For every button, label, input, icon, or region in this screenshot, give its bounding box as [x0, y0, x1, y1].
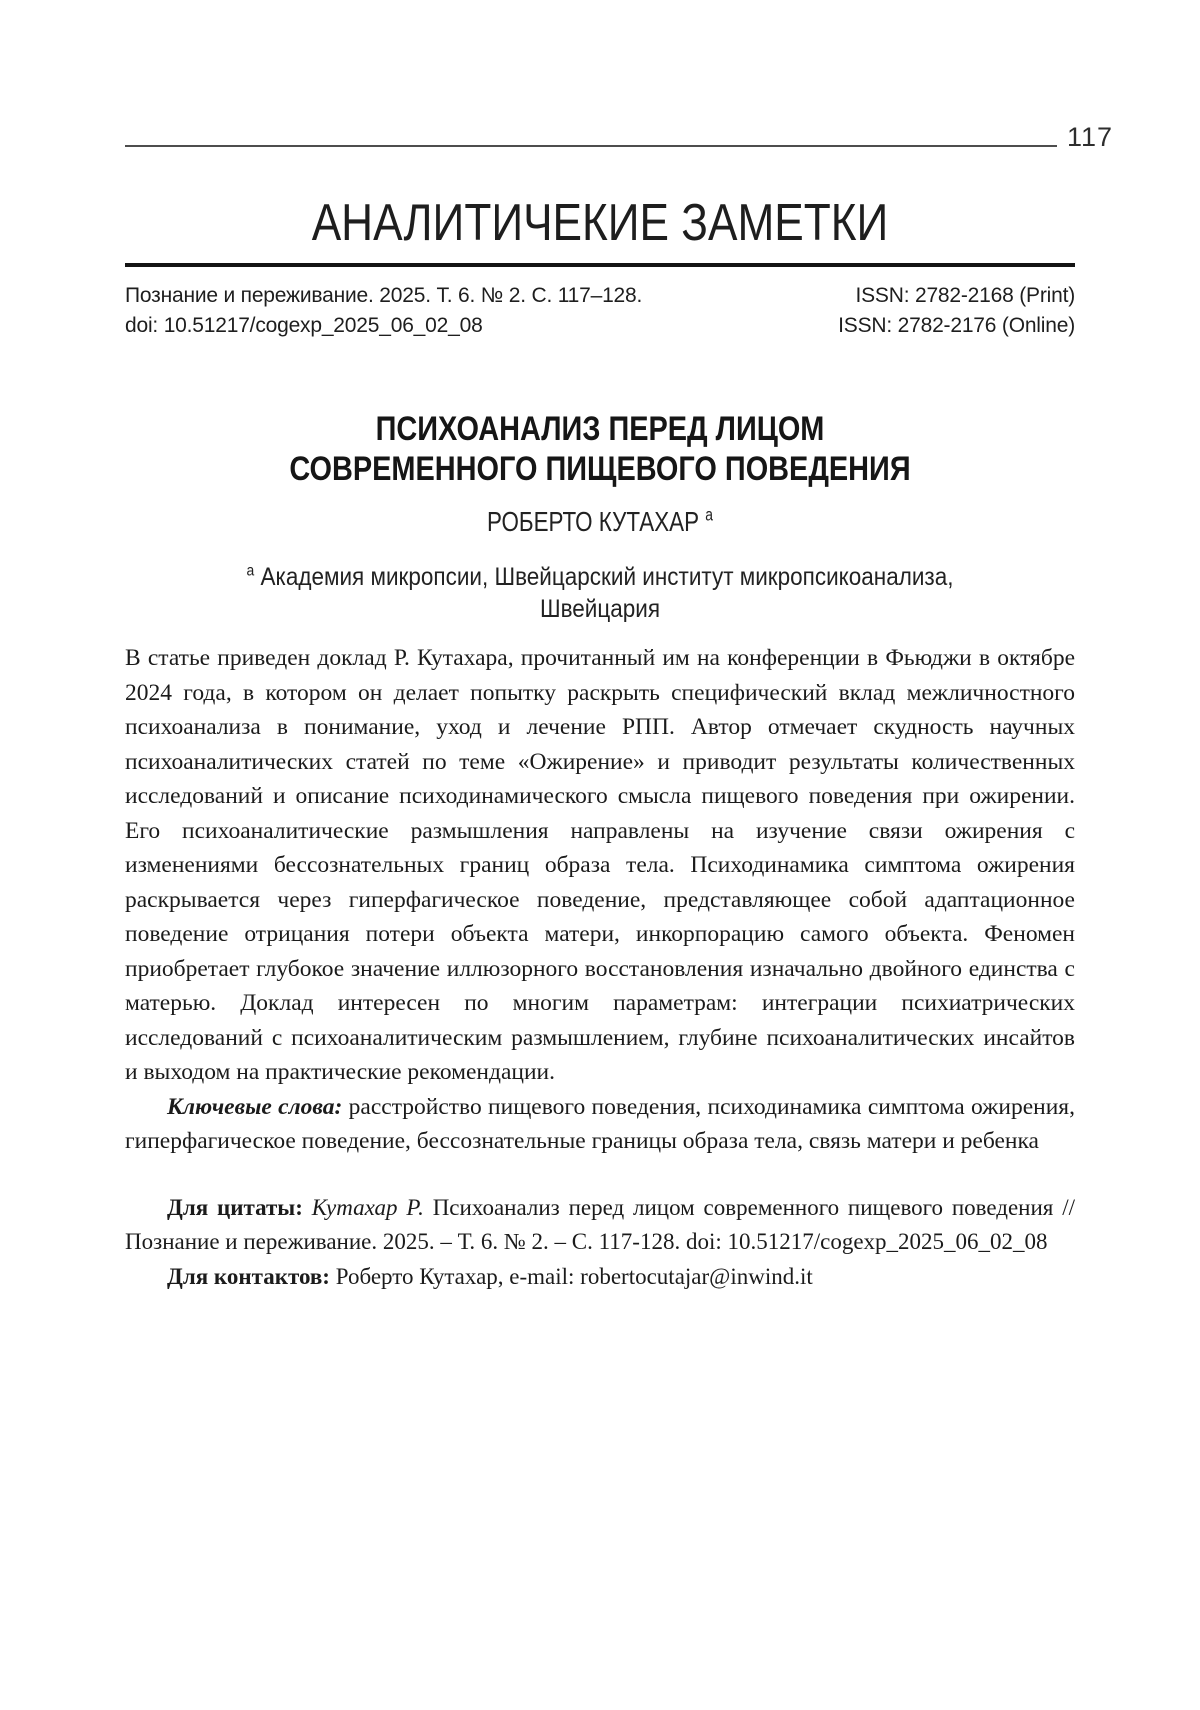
abstract-paragraph: В статье приведен доклад Р. Кутахара, прочитанный им на конференции в Фьюджи в октябре 2024 года, в котором он делает попытку раскрыть специфический вклад межличностного психоанализа в понимание, уход и лечение РПП. Автор отмечает скудность научных психоаналитических статей по теме «Ожирение» и приводит результаты количественных исследований и описание психодинамического смысла пищевого поведения при ожирении. Его психоаналитические размышления направлены на изучение связи ожирения с изменениями бессознательных границ образа тела. Психодинамика симптома ожирения раскрывается через гиперфагическое поведение, представляющее собой адаптационное поведение отрицания потери объекта матери, инкорпорацию самого объекта. Феномен приобретает глубокое значение иллюзорного восстановления изначально двойного единства с матерью. Доклад интересен по многим параметрам: интеграции психиатрических исследований с психоаналитическим размышлением, глубине психоаналитических инсайтов и выходом на практические рекомендации. — [125, 645, 1075, 1085]
affiliation-text: Академия микропсии, Швейцарский институт микропсикоанализа, — [260, 563, 954, 591]
affiliation — [125, 561, 1075, 625]
page-number: 117 — [1066, 122, 1113, 152]
keywords-paragraph — [125, 1090, 1075, 1159]
citation-block — [125, 1191, 1075, 1295]
running-head — [125, 124, 1113, 151]
author-affiliation-marker: a — [705, 504, 713, 525]
header-rule — [125, 145, 1057, 147]
contacts-label: Для контактов: — [167, 1263, 330, 1289]
affiliation-marker: a — [246, 562, 255, 580]
article-title-line-1: ПСИХОАНАЛИЗ ПЕРЕД ЛИЦОМ — [375, 410, 825, 448]
contacts-text: Роберто Кутахар, e-mail: robertocutajar@inwind.it — [335, 1263, 813, 1289]
keywords-label: Ключевые слова: — [167, 1093, 343, 1120]
affiliation-line-1 — [173, 561, 1028, 593]
citation-text: Психоанализ перед лицом современного пищевого поведения // Познание и переживание. 2025. – Т. 6. № 2. – С. 117-128. doi: 10.51217/cogexp_2025_06_02_08 — [125, 1194, 1075, 1254]
issn-print: ISSN: 2782-2168 (Print) — [855, 284, 1075, 307]
article-title — [125, 409, 1075, 489]
issn-online: ISSN: 2782-2176 (Online) — [838, 314, 1075, 337]
affiliation-line-2: Швейцария — [539, 595, 661, 623]
citation-author: Кутахар Р. — [311, 1194, 424, 1220]
section-divider — [125, 263, 1075, 267]
section-title: АНАЛИТИЧЕКИЕ ЗАМЕТКИ — [311, 194, 889, 252]
citation-paragraph — [125, 1191, 1075, 1260]
author-line — [220, 504, 980, 537]
doi-line: doi: 10.51217/cogexp_2025_06_02_08 — [125, 314, 483, 337]
citation-label: Для цитаты: — [167, 1194, 303, 1220]
journal-reference-block — [125, 281, 642, 341]
issn-block — [838, 281, 1075, 341]
author-name: РОБЕРТО КУТАХАР — [487, 506, 700, 537]
keywords-text: расстройство пищевого поведения, психодинамика симптома ожирения, гиперфагическое поведение, бессознательные границы образа тела, связь матери и ребенка — [125, 1093, 1075, 1154]
journal-reference: Познание и переживание. 2025. Т. 6. № 2. С. 117–128. — [125, 284, 643, 307]
contacts-paragraph — [125, 1260, 1075, 1295]
article-title-line-2: СОВРЕМЕННОГО ПИЩЕВОГО ПОВЕДЕНИЯ — [289, 450, 911, 488]
journal-metadata — [125, 281, 1075, 341]
